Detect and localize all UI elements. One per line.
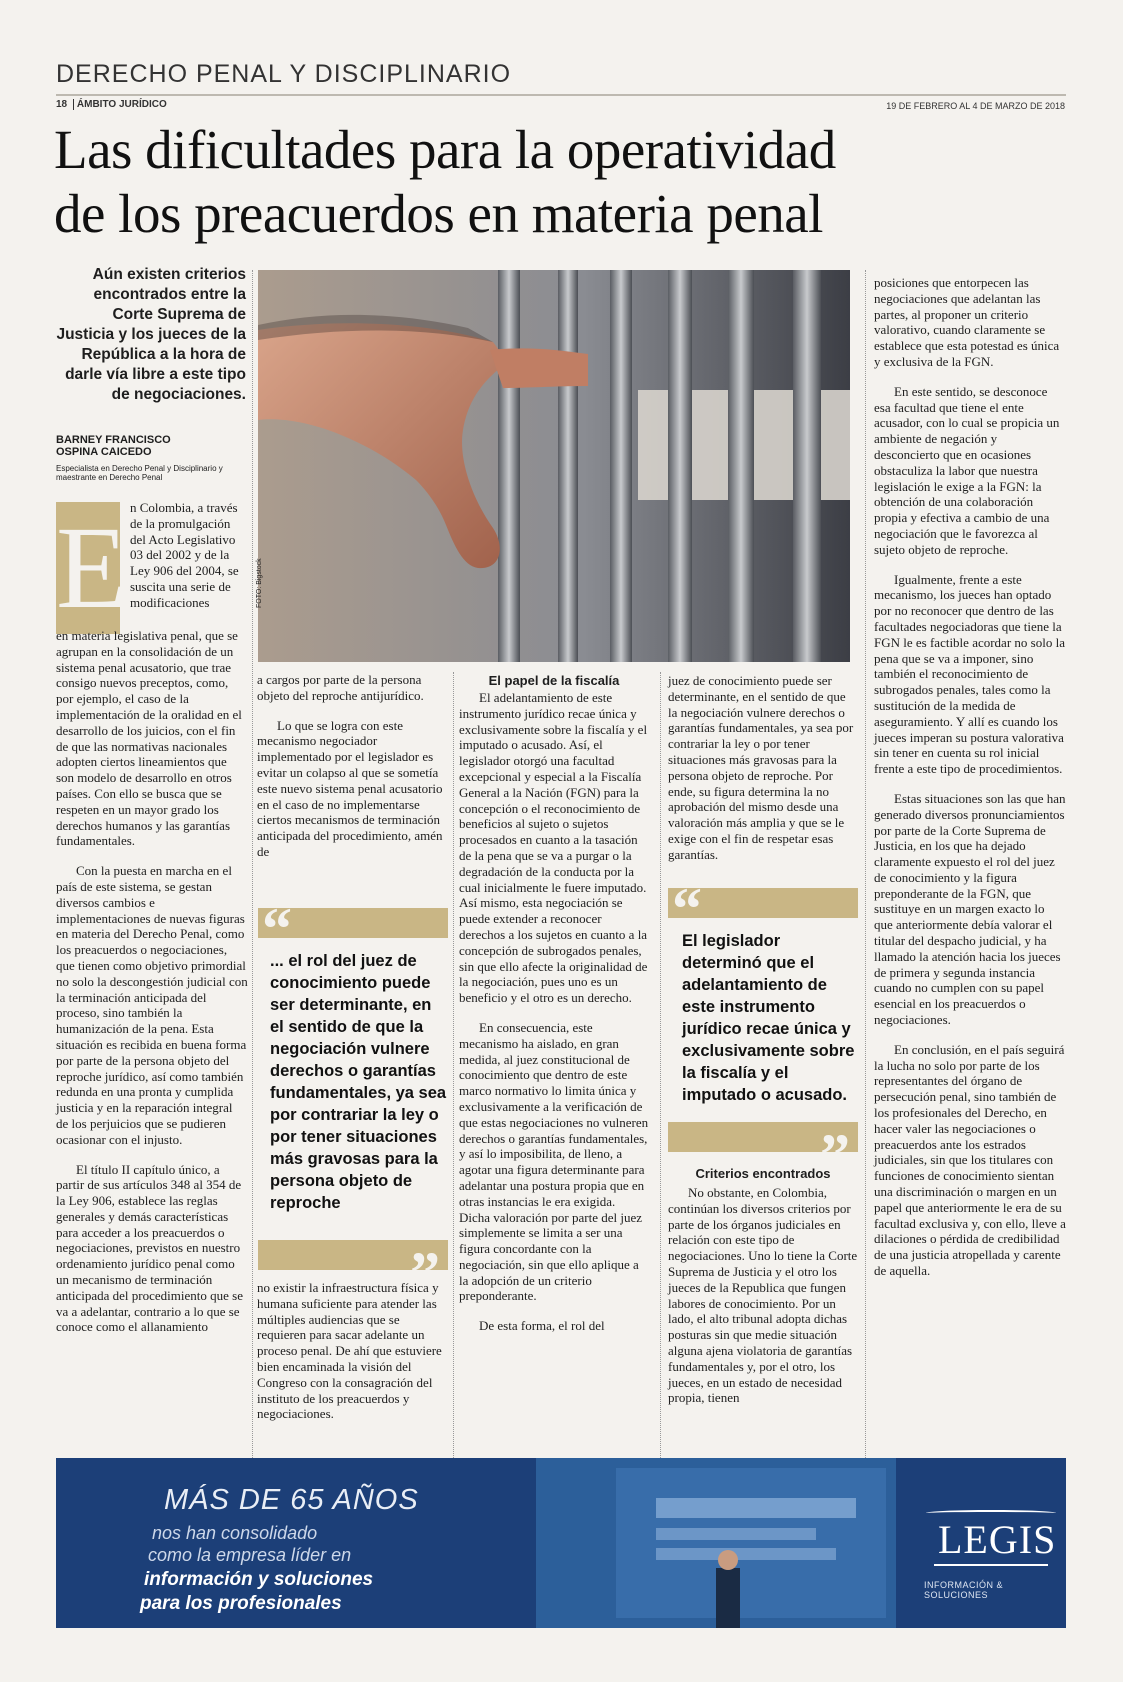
ad-line-3b: para los profesionales (140, 1593, 342, 1614)
column-separator (865, 270, 866, 1460)
headline (54, 118, 1054, 246)
page-number: 18 (56, 99, 68, 110)
body-paragraph: No obstante, en Colombia, continúan los diversos criterios por parte de los órganos judiciales en relación con este tipo de negociaciones. Uno lo tiene la Corte Suprema de Justicia y el otro los jueces de la Republica que fungen labores de conocimiento. Por un lado, el alto tribunal adopta dichas posturas sin que medie situación alguna ajena violatoria de garantías fundamentales y, por el otro, los jueces, en un estado de necesidad propia, tienen (668, 1185, 858, 1406)
body-column-1-top (130, 500, 248, 625)
column-separator (252, 270, 253, 1460)
author-name (56, 434, 256, 458)
ad-background-graphic (536, 1458, 896, 1628)
header-rule (56, 94, 1066, 96)
body-paragraph: juez de conocimiento puede ser determinante, en el sentido de que la negociación vulnere derechos o garantías fundamentales, ya sea por contrariar la ley o por tener situaciones más gravosas para la persona objeto de reproche. Por ende, su figura determina la no aprobación del mismo desde una valoración más amplia y que se le exige con el fin de respetar esas garantías. (668, 673, 854, 862)
body-column-2-bottom (257, 1280, 449, 1436)
author-name-line-1: BARNEY FRANCISCO (56, 434, 171, 446)
pull-quote-2: El legislador determinó que el adelantamiento de este instrumento jurídico recae única y exclusivamente sobre la fiscalía y el imputado o acusado. (682, 932, 855, 1104)
open-quote-mark: “ (672, 876, 702, 942)
body-paragraph: Con la puesta en marcha en el país de este sistema, se gestan diversos cambios e implementaciones de nuevas figuras en materia del Derecho Penal, como los preacuerdos o negociaciones, que tienen como objetivo primordial no solo la descongestión judicial con la terminación anticipada del proceso, sino también la humanización de la pena. Esta situación es recibida en buena forma por parte de la persona objeto del reproche jurídico, así como también redunda en una pronta y cumplida justicia y en la reparación integral de los perjuicios que se pudieren ocasionar con el injusto. (56, 863, 248, 1147)
legis-logo-underline (934, 1564, 1048, 1566)
close-quote-mark: ” (820, 1122, 850, 1188)
body-paragraph: El título II capítulo único, a partir de sus artículos 348 al 354 de la Ley 906, establece las reglas generales y demás características para acceder a los preacuerdos o negociaciones, previstos en nuestro ordenamiento jurídico penal como un mecanismo de terminación anticipada del procedimiento que se va a adelantar, contrario a lo que se conoce como el allanamiento (56, 1161, 243, 1335)
quote-bar-top (668, 876, 858, 942)
body-column-5 (874, 275, 1066, 1293)
body-paragraph: De esta forma, el rol del (479, 1318, 605, 1334)
body-paragraph: Igualmente, frente a este mecanismo, los jueces han optado por no reconocer que dentro de las facultades negociadoras que tiene la FGN le es factible acordar no solo la pena que se va a imponer, sino también el reconocimiento de subrogados penales, tales como la sustitución de la medida de aseguramiento. Y allí es cuando los jueces imperan su postura valorativa sin tener en cuenta su rol inicial frente a este tipo de procedimientos. (874, 571, 1065, 777)
article-photo-prison-hands (258, 270, 850, 662)
ad-line-2a: nos han consolidado (152, 1523, 318, 1543)
headline-line-1: Las dificultades para la operatividad (54, 119, 836, 180)
body-paragraph: no existir la infraestructura física y humana suficiente para atender las múltiples audiencias que se requieren para sacar adelante un proceso penal. De ahí que estuviere bien encaminada la visión del Congreso con la consagración del instituto de los preacuerdos y negociaciones. (257, 1280, 442, 1422)
body-column-1 (56, 628, 248, 1349)
column-separator (453, 672, 454, 1460)
body-paragraph: Estas situaciones son las que han generado diversos pronunciamientos por parte de la Corte Suprema de Justicia, en los que ha dejado claramente expuesto el rol del juez de conocimiento y la figura preponderante de la FGN, que sustituye en un margen exacto lo que anteriormente debía valorar el titular del despacho judicial, y ha llamado la atención hacia los jueces de primera y segunda instancia cuando no cumplen con su papel esencial en los preacuerdos o negociaciones. (874, 790, 1066, 1028)
body-paragraph: En consecuencia, este mecanismo ha aislado, en gran medida, al juez constitucional de conocimiento que dentro de este marco normativo lo limita única y exclusivamente a la verificación de que estas negociaciones no vulneren derechos o garantías fundamentales, y así lo imposibilita, de lleno, a agotar una figura determinante para adelantar una postura propia que en otras instancias le era exigida. Dicha valoración por parte del juez simplemente se limita a ser una figura concordante con la negociación, sin que ello aplique a la adopción de un criterio preponderante. (459, 1019, 649, 1304)
legis-tagline: INFORMACIÓN & SOLUCIONES (924, 1580, 1004, 1600)
legis-advertisement (56, 1458, 1066, 1628)
ad-line-3a: información y soluciones (144, 1569, 374, 1590)
subhead-criterios (668, 1166, 858, 1185)
ad-line-2b: como la empresa líder en (148, 1545, 352, 1565)
body-column-2 (257, 672, 449, 874)
quote-bar-top (258, 896, 448, 962)
subhead-text: Criterios encontrados (695, 1166, 831, 1181)
lead-paragraph: Aún existen criterios encontrados entre la Corte Suprema de Justicia y los jueces de la República a la hora de darle vía libre a este tipo de negociaciones. (56, 266, 246, 403)
section-title: DERECHO PENAL Y DISCIPLINARIO (56, 60, 512, 88)
publication-name: ÁMBITO JURÍDICO (76, 99, 167, 110)
body-column-4-bottom (668, 1185, 858, 1420)
body-column-3 (459, 690, 649, 1348)
issue-date: 19 DE FEBRERO AL 4 DE MARZO DE 2018 (886, 101, 1065, 111)
photo-credit: FOTO: Bigstock (256, 558, 263, 608)
column-separator (660, 672, 661, 1460)
legis-logo: LEGIS (938, 1517, 1057, 1562)
legis-logo-block (916, 1476, 1066, 1628)
body-paragraph: En este sentido, se desconoce esa facultad que tiene el ente acusador, con lo cual se propicia un ambiente de negación y desconcierto que en ocasiones obstaculiza la labor que nuestra legislación le exige a la FGN: la obtención de una colaboración propia y efectiva a cambio de una negociación que le favorezca al sujeto objeto de reproche. (874, 383, 1060, 557)
body-paragraph: n Colombia, a través de la promulgación del Acto Legislativo 03 del 2002 y de la Ley 906 del 2004, se suscita una serie de modificaciones (130, 500, 239, 610)
pull-quote-1: ... el rol del juez de conocimiento puede ser determinante, en el sentido de que la negociación vulnere derechos o garantías fundamentales, ya sea por contrariar la ley o por tener situaciones más gravosas para la persona objeto de reproche (270, 952, 447, 1212)
page-meta (56, 99, 167, 110)
close-quote-mark: ” (410, 1240, 440, 1306)
body-paragraph: Lo que se logra con este mecanismo negociador implementado por el legislador es evitar un colapso al que se sometía este nuevo sistema penal acusatorio en el caso de no implementarse ciertos mecanismos de terminación anticipada del procedimiento, amén de (257, 717, 443, 859)
body-column-4 (668, 673, 858, 877)
headline-line-2: de los preacuerdos en materia penal (54, 183, 823, 244)
subhead-text: El papel de la fiscalía (488, 673, 620, 688)
drop-cap: E (56, 502, 129, 633)
author-description: Especialista en Derecho Penal y Disciplinario y maestrante en Derecho Penal (56, 464, 223, 482)
ad-headline: MÁS DE 65 AÑOS (164, 1484, 419, 1516)
body-paragraph: en materia legislativa penal, que se agrupan en la consolidación de un sistema penal acusatorio, que trae consigo nuevos preceptos, como, por ejemplo, el caso de la implementación de la oralidad en el desarrollo de los juicios, con el fin de que las normativas nacionales adopten ciertos lineamientos que son modelo de desarrollo en otros países. Con ello se busca que se respeten en un mayor grado los derechos humanos y las garantías fundamentales. (56, 628, 242, 849)
body-paragraph: posiciones que entorpecen las negociaciones que adelantan las partes, al proponer un criterio valorativo, cuando claramente se establece que esta potestad es única y exclusiva de la FGN. (874, 275, 1060, 369)
open-quote-mark: “ (262, 896, 292, 962)
body-paragraph: a cargos por parte de la persona objeto del reproche antijurídico. (257, 672, 424, 703)
body-paragraph: En conclusión, en el país seguirá la lucha no solo por parte de los representantes del órgano de persecución penal, sino también de los profesionales del Derecho, en hacer valer las negociaciones o preacuerdos ante los estrados judiciales, sin que los titulares con funciones de conocimiento sientan una discriminación o margen en un papel que anteriormente le era de su facultad exclusiva y, con ello, lleve a dilaciones o pérdida de credibilidad de una justicia atropellada y carente de aquella. (874, 1041, 1066, 1279)
author-name-line-2: OSPINA CAICEDO (56, 446, 152, 458)
body-paragraph: El adelantamiento de este instrumento jurídico recae única y exclusivamente sobre la fiscalía y el imputado o acusado. Así, el legislador otorgó una facultad excepcional y especial a la Fiscalía General a la Nación (FGN) para la concepción o el reconocimiento de beneficios al sujeto o sujetos procesados en cuanto a la tasación de la pena que se va a purgar o la degradación de la conducta por la cual inicialmente le fuere imputado. Así mismo, esta negociación se puede extender a reconocer derechos a los sujetos en cuanto a la concepción de subrogados penales, sin que ello afecte la originalidad de la negociación, pues uno es un beneficio y el otro es un derecho. (459, 690, 648, 1006)
quote-bar-bottom (258, 1240, 448, 1306)
